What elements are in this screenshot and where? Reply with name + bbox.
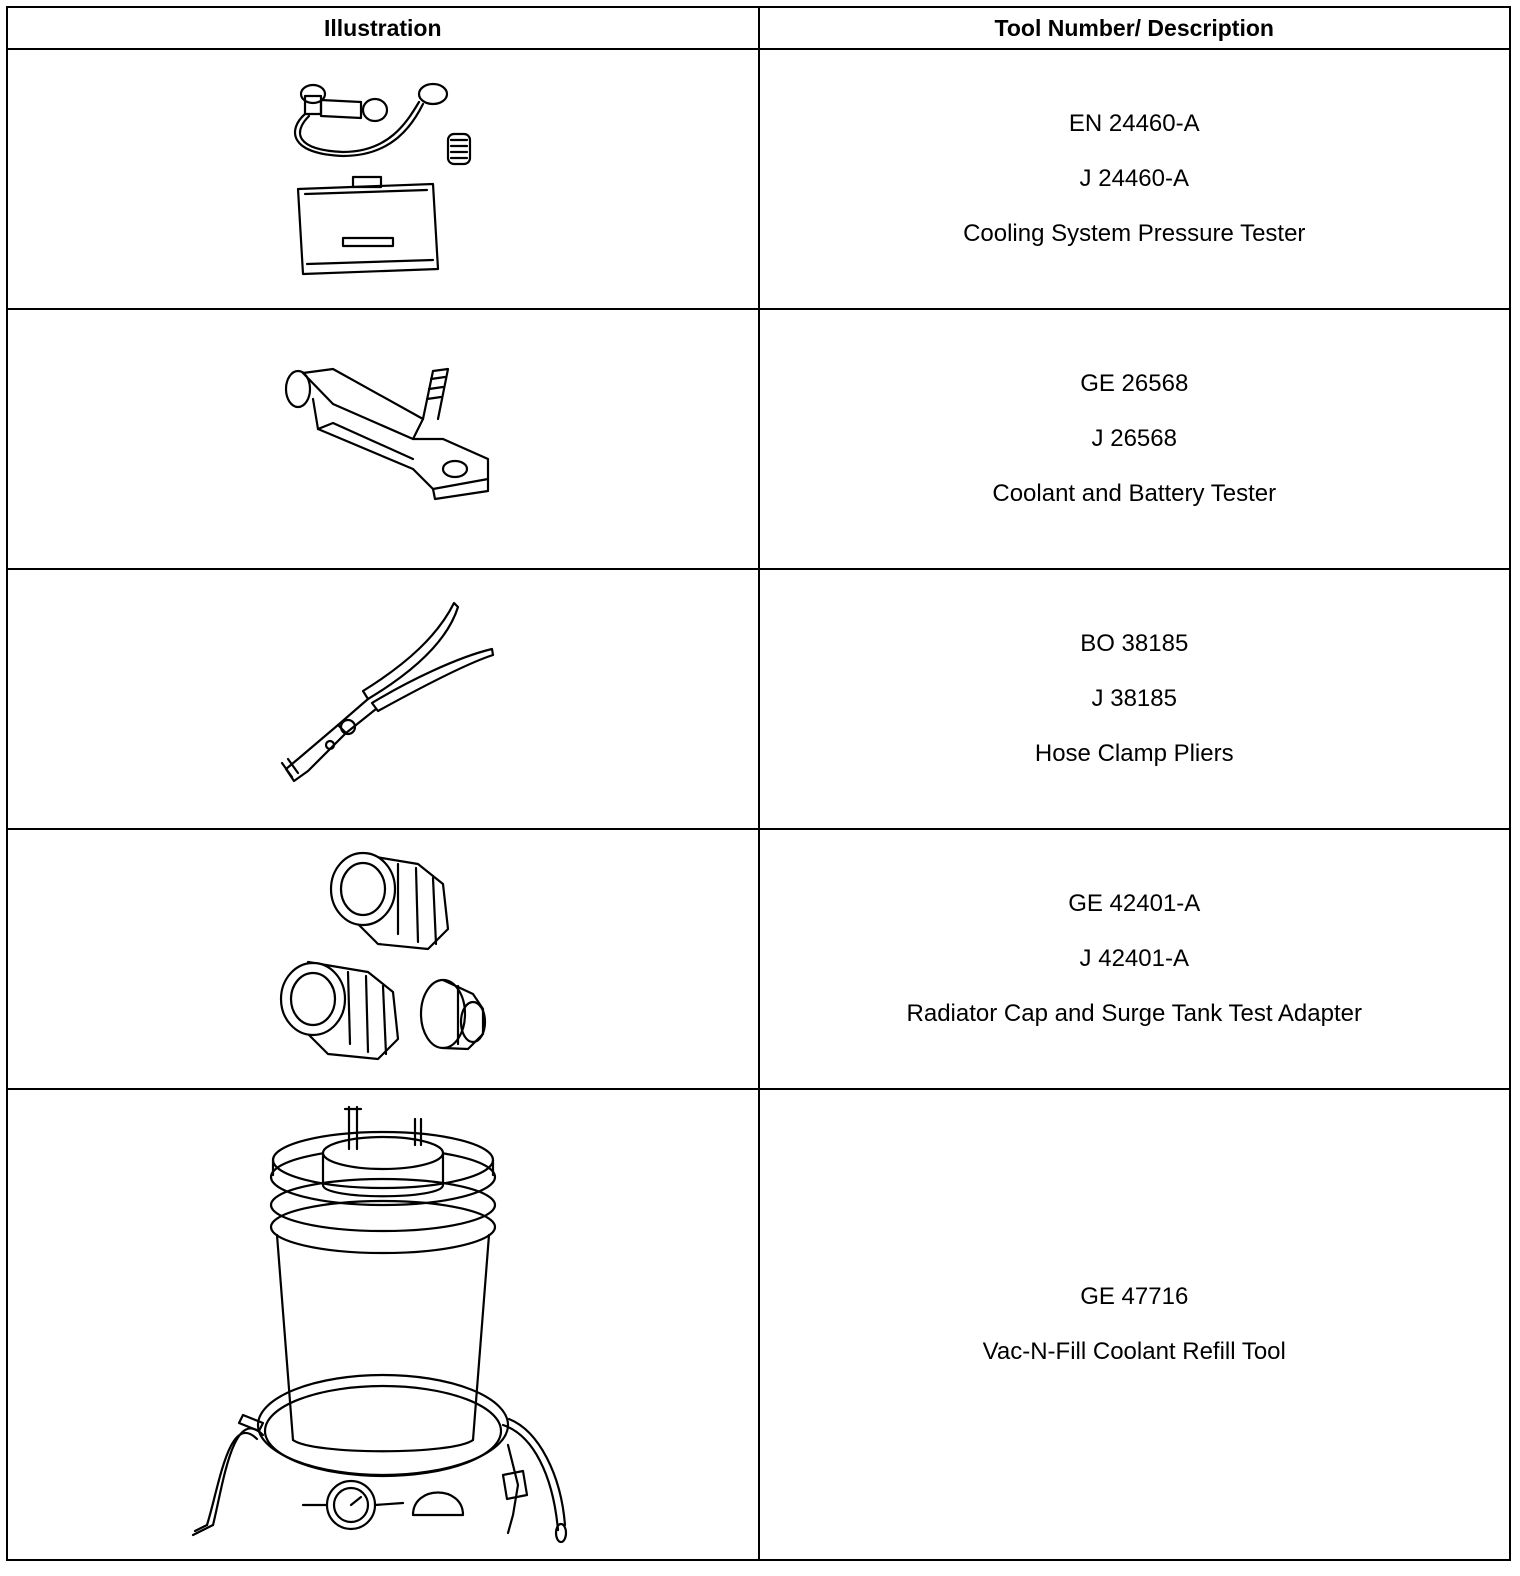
illustration-cell <box>7 569 759 829</box>
tool-description-cell <box>759 1089 1511 1560</box>
header-illustration: Illustration <box>7 7 759 49</box>
pressure-tester-illustration <box>283 74 483 284</box>
tool-number-primary: GE 26568 <box>1080 370 1189 397</box>
tool-number-primary: EN 24460-A <box>1068 110 1200 137</box>
special-tools-table <box>6 6 1511 1561</box>
tool-description-cell <box>759 829 1511 1089</box>
tool-description: Vac-N-Fill Coolant Refill Tool <box>982 1338 1286 1365</box>
tool-number-secondary: J 26568 <box>1091 425 1177 452</box>
tool-number-secondary: J 38185 <box>1091 685 1177 712</box>
header-row <box>7 7 1510 49</box>
tool-number-secondary: J 42401-A <box>1079 945 1189 972</box>
tool-number-primary: GE 47716 <box>1080 1283 1189 1310</box>
tool-description: Radiator Cap and Surge Tank Test Adapter <box>906 1000 1362 1027</box>
tool-number-secondary: J 24460-A <box>1079 165 1189 192</box>
table-row <box>7 829 1510 1089</box>
tool-description-cell <box>759 569 1511 829</box>
illustration-cell <box>7 49 759 309</box>
vac-n-fill-illustration <box>173 1105 593 1545</box>
tool-description: Coolant and Battery Tester <box>992 480 1277 507</box>
cap-adapters-illustration <box>268 844 498 1074</box>
illustration-cell <box>7 1089 759 1560</box>
refractometer-illustration <box>273 359 493 519</box>
header-tool-description: Tool Number/ Description <box>759 7 1511 49</box>
hose-clamp-pliers-illustration <box>268 599 498 799</box>
illustration-cell <box>7 309 759 569</box>
tool-description: Hose Clamp Pliers <box>1034 740 1234 767</box>
table-row <box>7 569 1510 829</box>
tool-number-primary: GE 42401-A <box>1068 890 1201 917</box>
table-row <box>7 309 1510 569</box>
table-row <box>7 49 1510 309</box>
tool-description-cell <box>759 309 1511 569</box>
tool-number-primary: BO 38185 <box>1080 630 1189 657</box>
tool-description-cell <box>759 49 1511 309</box>
table-row <box>7 1089 1510 1560</box>
tool-description: Cooling System Pressure Tester <box>963 220 1306 247</box>
illustration-cell <box>7 829 759 1089</box>
